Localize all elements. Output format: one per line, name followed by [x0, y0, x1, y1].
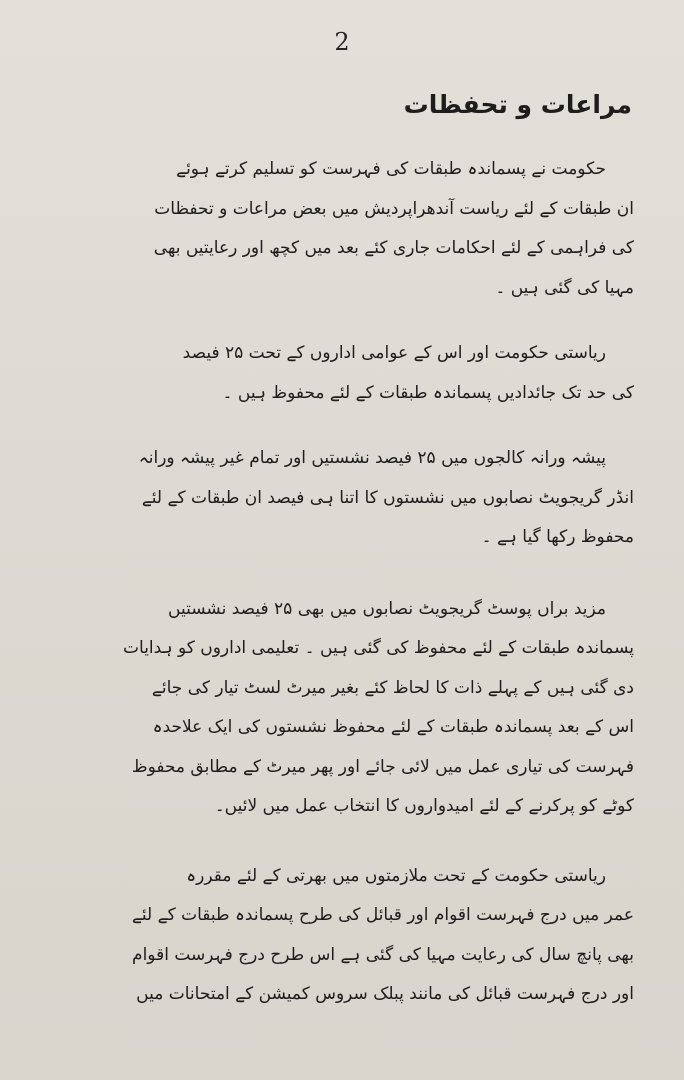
- text-line: کی حد تک جائدادیں پسماندہ طبقات کے لئے محفوظ ہیں ۔: [222, 382, 634, 403]
- text-line: کوٹے کو پرکرنے کے لئے امیدواروں کا انتخاب عمل میں لائیں۔: [214, 796, 634, 816]
- page-number: 2: [334, 28, 350, 56]
- text-line: انڈر گریجویٹ نصابوں میں نشستوں کا اتنا ہی فیصد ان طبقات کے لئے: [141, 487, 634, 508]
- page-content: [62, 80, 634, 1041]
- text-line: اس کے بعد پسماندہ طبقات کے لئے محفوظ نشستوں کی ایک علاحدہ: [152, 717, 634, 737]
- paragraph-5: [62, 857, 634, 1015]
- paragraph-3: [62, 439, 634, 558]
- text-line: عمر میں درج فہرست اقوام اور قبائل کی طرح پسماندہ طبقات کے لئے: [131, 905, 634, 925]
- text-line: پیشہ ورانہ کالجوں میں ۲۵ فیصد نشستیں اور تمام غیر پیشہ ورانہ: [138, 448, 606, 468]
- text-line: اور درج فہرست قبائل کی مانند پبلک سروس کمیشن کے امتحانات میں: [136, 984, 634, 1004]
- text-line: ریاستی حکومت کے تحت ملازمتوں میں بھرتی کے لئے مقررہ: [186, 865, 606, 886]
- text-line: دی گئی ہیں کے پہلے ذات کا لحاظ کئے بغیر میرٹ لسٹ تیار کی جائے: [151, 677, 634, 698]
- paragraph-4: [62, 590, 634, 827]
- text-line: محفوظ رکھا گیا ہے ۔: [481, 527, 634, 547]
- text-line: مہیا کی گئی ہیں ۔: [495, 277, 634, 298]
- section-heading: مراعات و تحفظات: [403, 90, 632, 119]
- text-line: فہرست کی تیاری عمل میں لائی جائے اور پھر میرٹ کے مطابق محفوظ: [131, 756, 634, 777]
- text-line: کی فراہمی کے لئے احکامات جاری کئے بعد میں کچھ اور رعایتیں بھی: [153, 238, 634, 258]
- text-line: بھی پانچ سال کی رعایت مہیا کی گئی ہے اس طرح درج فہرست اقوام: [132, 944, 634, 965]
- text-line: ان طبقات کے لئے ریاست آندھراپردیش میں بعض مراعات و تحفظات: [154, 198, 634, 219]
- paragraph-1: [62, 150, 634, 308]
- paragraph-2: [62, 334, 634, 413]
- text-line: حکومت نے پسماندہ طبقات کی فہرست کو تسلیم کرتے ہوئے: [176, 159, 606, 179]
- text-line: پسماندہ طبقات کے لئے محفوظ کی گئی ہیں ۔ تعلیمی اداروں کو ہدایات: [123, 638, 634, 658]
- text-line: مزید براں پوسٹ گریجویٹ نصابوں میں بھی ۲۵ فیصد نشستیں: [168, 598, 606, 619]
- text-line: ریاستی حکومت اور اس کے عوامی اداروں کے تحت ۲۵ فیصد: [182, 343, 606, 363]
